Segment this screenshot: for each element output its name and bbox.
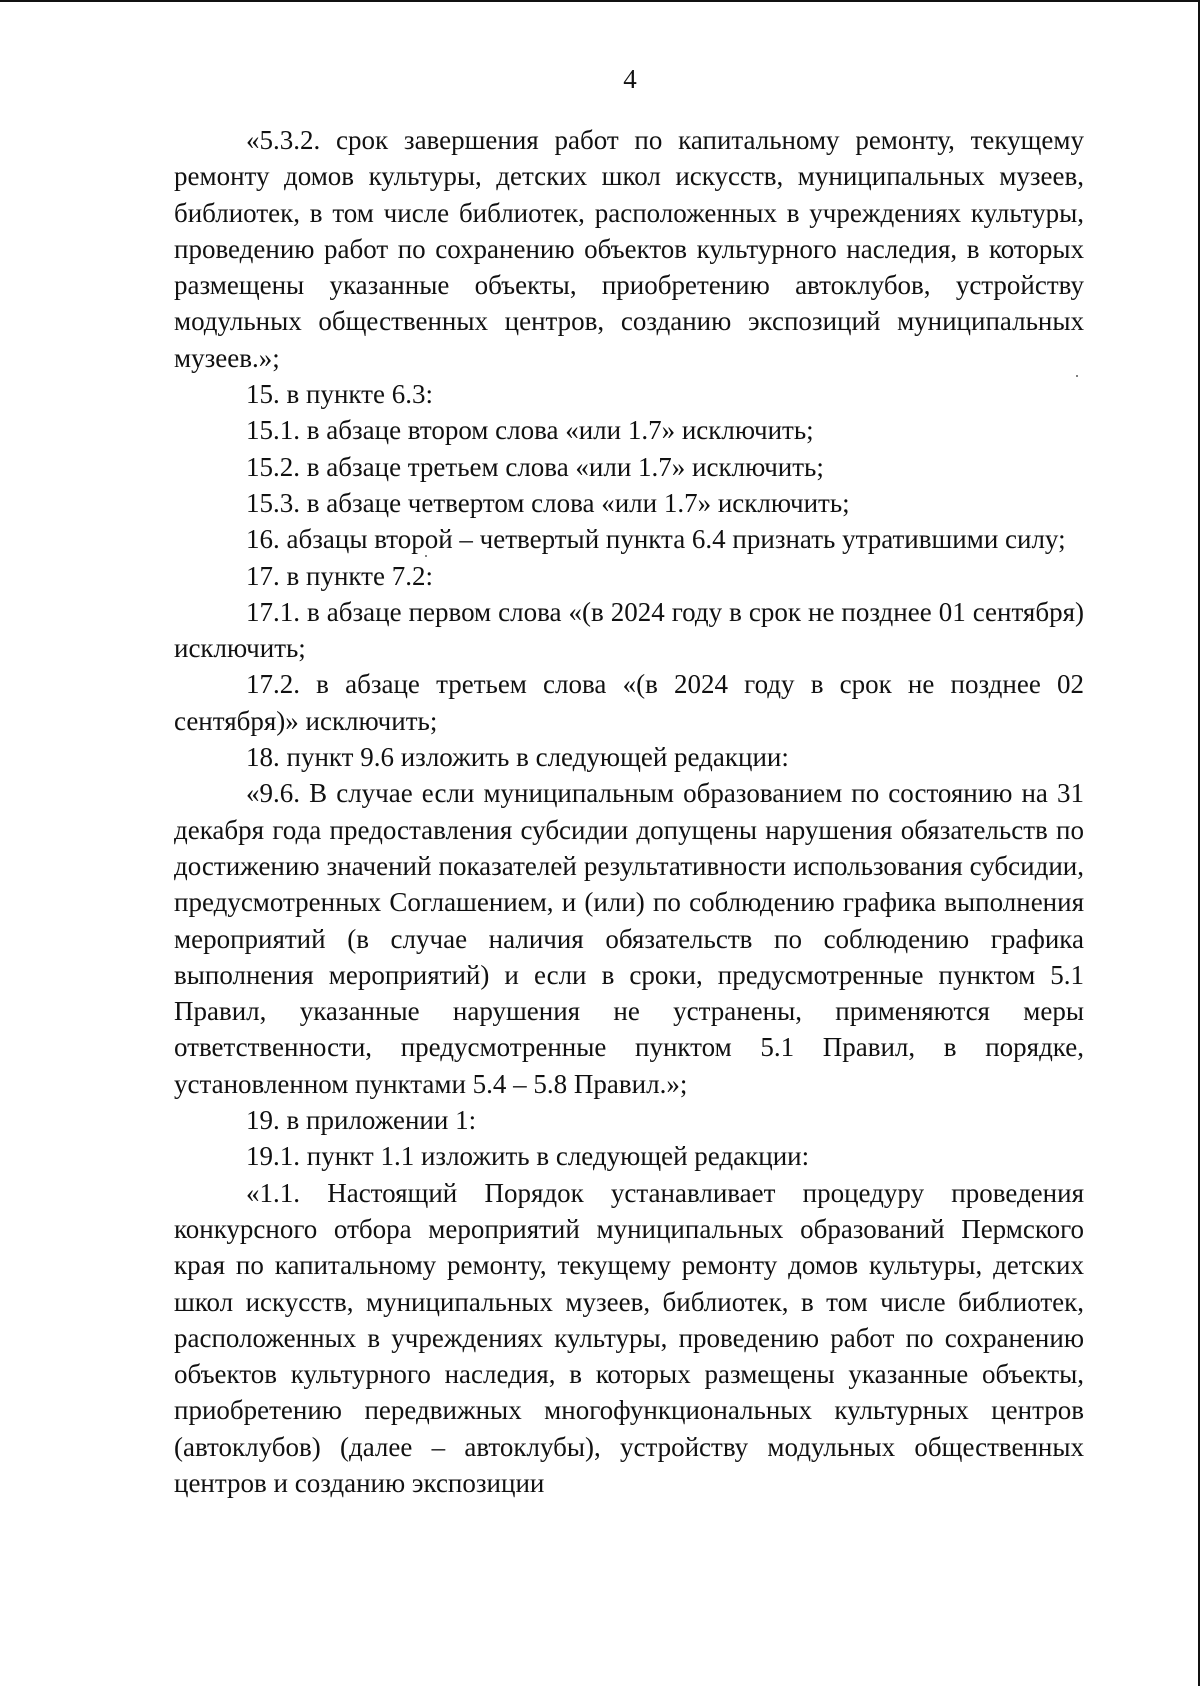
scan-speck <box>425 555 427 557</box>
paragraph-15-2: 15.2. в абзаце третьем слова «или 1.7» исключить; <box>246 451 824 482</box>
page-number: 4 <box>623 64 637 94</box>
scan-speck <box>1076 375 1078 377</box>
paragraph-9-6: «9.6. В случае если муниципальным образованием по состоянию на 31 декабря года предоставления субсидии допущены нарушения обязательств по достижению значений показателей результативности использования субсидии, предусмотренных Соглашением, и (или) по соблюдению графика выполнения мероприятий (в случае наличия обязательств по соблюдению графика выполнения мероприятий) и если в сроки, предусмотренные пунктом 5.1 Правил, указанные нарушения не устранены, применяются меры ответственности, предусмотренные пунктом 5.1 Правил, в порядке, установленном пунктами 5.4 – 5.8 Правил.»; <box>174 778 1084 1099</box>
paragraph-17-2: 17.2. в абзаце третьем слова «(в 2024 году в срок не позднее 02 сентября)» исключить; <box>174 669 1084 736</box>
paragraph-19: 19. в приложении 1: <box>246 1105 477 1136</box>
paragraph-15-3: 15.3. в абзаце четвертом слова «или 1.7» исключить; <box>246 487 850 518</box>
paragraph-17-1: 17.1. в абзаце первом слова «(в 2024 году в срок не позднее 01 сентября) исключить; <box>174 596 1084 664</box>
paragraph-16: 16. абзацы второй – четвертый пункта 6.4 признать утратившими силу; <box>246 524 1066 555</box>
paragraph-1-1: «1.1. Настоящий Порядок устанавливает процедуру проведения конкурсного отбора мероприятий муниципальных образований Пермского края по капитальному ремонту, текущему ремонту домов культуры, детских школ искусств, муниципальных музеев, библиотек, в том числе библиотек, расположенных в учреждениях культуры, проведению работ по сохранению объектов культурного наследия, в которых размещены указанные объекты, приобретению передвижных многофункциональных культурных центров (автоклубов) (далее – автоклубы), устройству модульных общественных центров и созданию экспозиции <box>174 1177 1084 1498</box>
paragraph-15: 15. в пункте 6.3: <box>246 379 433 410</box>
paragraph-17: 17. в пункте 7.2: <box>246 560 433 591</box>
paragraph-5-3-2: «5.3.2. срок завершения работ по капитальному ремонту, текущему ремонту домов культуры, детских школ искусств, муниципальных музеев, библиотек, в том числе библиотек, расположенных в учреждениях культуры, проведению работ по сохранению объектов культурного наследия, в которых размещены указанные объекты, приобретению автоклубов, устройству модульных общественных центров, созданию экспозиций муниципальных музеев.»; <box>174 125 1084 373</box>
paragraph-18: 18. пункт 9.6 изложить в следующей редакции: <box>246 742 789 773</box>
paragraph-15-1: 15.1. в абзаце втором слова «или 1.7» исключить; <box>246 415 814 446</box>
document-body <box>174 122 1084 1501</box>
paragraph-19-1: 19.1. пункт 1.1 изложить в следующей редакции: <box>246 1141 810 1172</box>
